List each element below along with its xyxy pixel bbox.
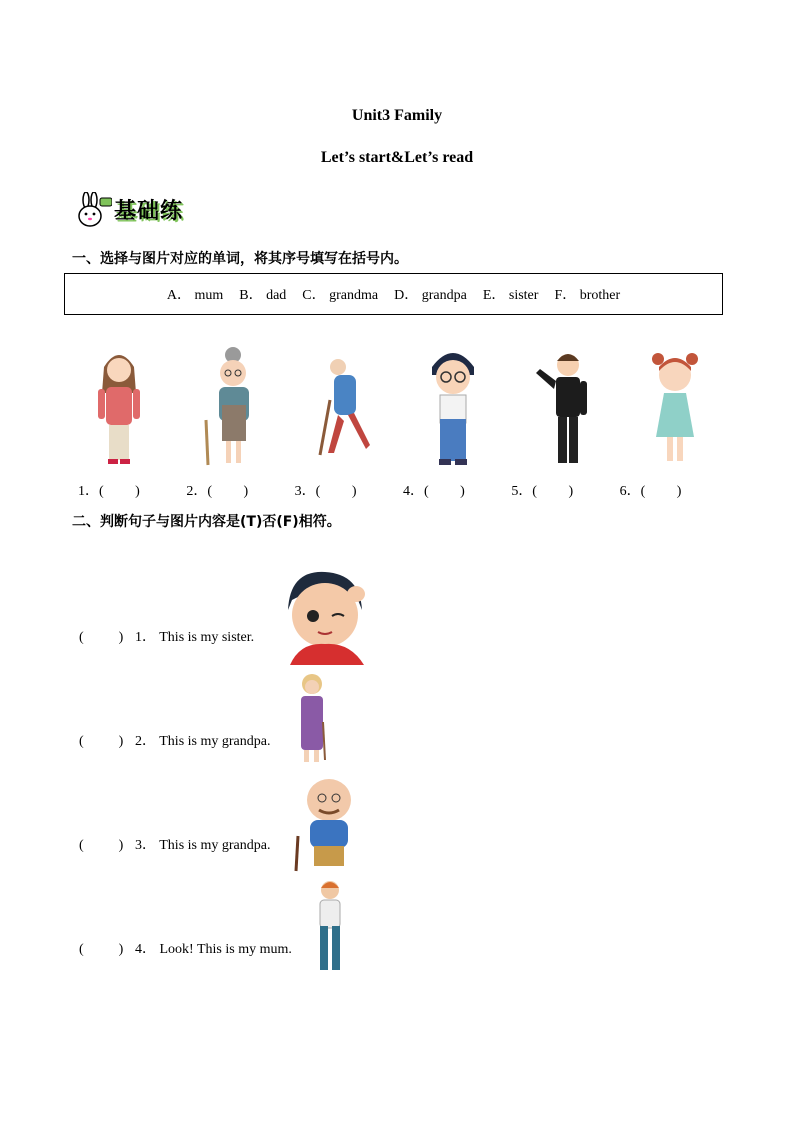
page-subtitle: Let’s start&Let’s read: [320, 149, 474, 166]
answer-blank-4[interactable]: 4．( ): [402, 484, 465, 499]
grandpa-walking-figure: [308, 345, 378, 470]
answer-row: [78, 480, 728, 500]
judge-text-3: 3． This is my grandpa.: [135, 838, 271, 853]
section1-title: 一、选择与图片对应的单词，将其序号填写在括号内。: [72, 251, 408, 267]
grandpa-picture: [292, 776, 367, 872]
judge-blank-3[interactable]: ( ): [79, 838, 124, 853]
option-a: A． mum: [166, 288, 224, 303]
answer-blank-1[interactable]: 1．( ): [78, 484, 140, 499]
man-waving-figure: [528, 345, 598, 470]
grandma-figure: [196, 345, 266, 470]
section2-title: 二、判断句子与图片内容是(T)否(F)相符。: [72, 514, 341, 530]
judge-text-2: 2． This is my grandpa.: [135, 734, 271, 749]
option-e: E． sister: [482, 288, 539, 303]
young-man-picture: [313, 880, 348, 976]
option-b: B． dad: [239, 288, 287, 303]
answer-blank-3[interactable]: 3．( ): [294, 484, 357, 499]
judge-item-2: [72, 714, 270, 750]
option-d: D． grandpa: [394, 288, 467, 303]
judge-blank-2[interactable]: ( ): [79, 734, 124, 749]
page-title: Unit3 Family: [351, 107, 443, 124]
answer-blank-6[interactable]: 6．( ): [619, 484, 682, 499]
woman-figure: [84, 345, 154, 470]
judge-item-3: [72, 818, 270, 854]
judge-blank-1[interactable]: ( ): [79, 630, 124, 645]
word-bank: [64, 273, 723, 315]
grandma-picture: [292, 672, 332, 767]
judge-item-1: [72, 610, 254, 646]
answer-blank-2[interactable]: 2．( ): [186, 484, 249, 499]
option-c: C． grandma: [302, 288, 379, 303]
boy-figure: [418, 345, 488, 470]
winking-boy-picture: [280, 570, 370, 665]
girl-figure: [640, 345, 710, 470]
section-badge: [72, 192, 192, 228]
judge-blank-4[interactable]: ( ): [79, 942, 124, 957]
bunny-icon: [72, 192, 112, 228]
option-f: F． brother: [554, 288, 621, 303]
judge-text-4: 4． Look! This is my mum.: [135, 942, 292, 957]
badge-label: 基础练: [114, 199, 184, 224]
judge-text-1: 1． This is my sister.: [135, 630, 255, 645]
judge-item-4: [72, 922, 292, 958]
answer-blank-5[interactable]: 5．( ): [511, 484, 574, 499]
